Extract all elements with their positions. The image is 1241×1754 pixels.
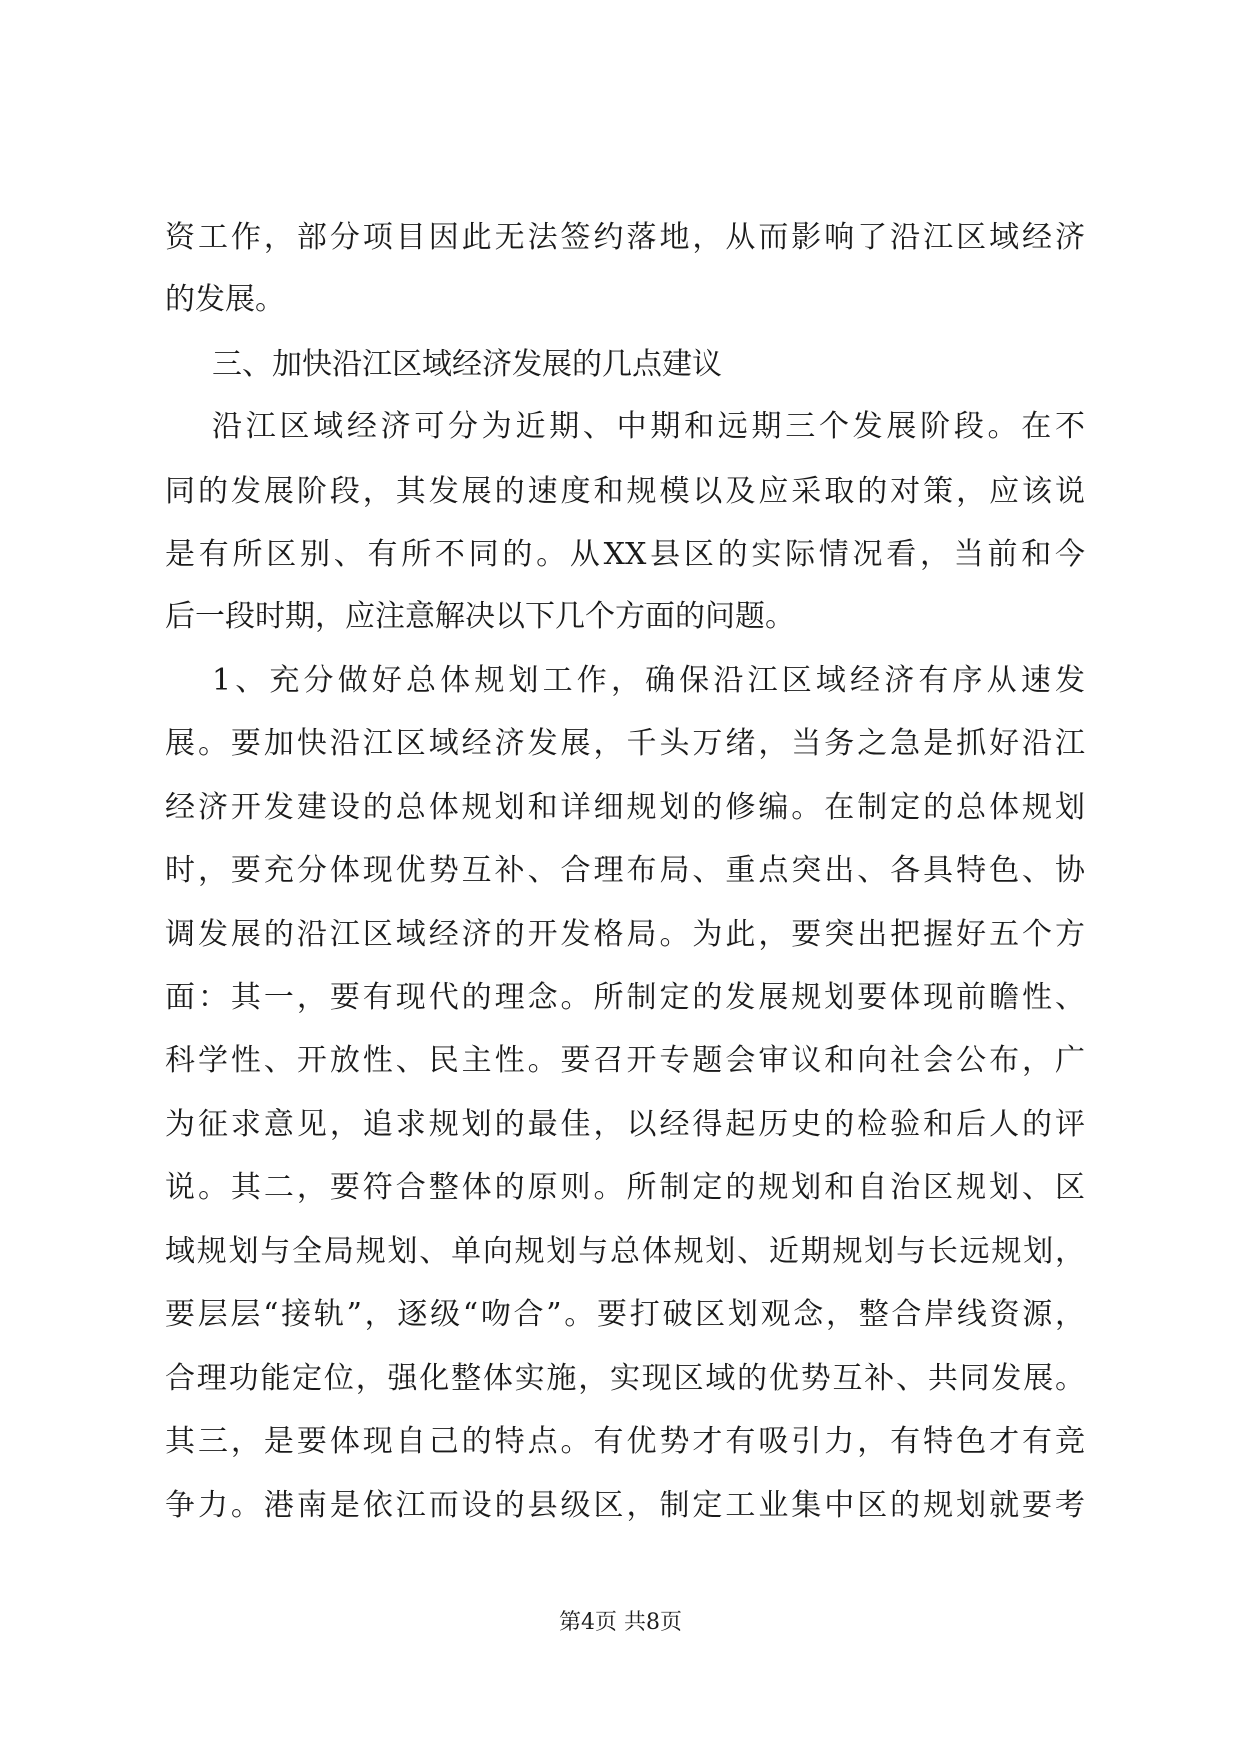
paragraph-2-line-3: 经济开发建设的总体规划和详细规划的修编。在制定的总体规划 bbox=[165, 790, 1085, 825]
paragraph-1-line-1: 沿江区域经济可分为近期、中期和远期三个发展阶段。在不 bbox=[212, 409, 1085, 444]
paragraph-1-line-2: 同的发展阶段，其发展的速度和规模以及应采取的对策，应该说 bbox=[165, 474, 1085, 509]
paragraph-1-line-4: 后一段时期，应注意解决以下几个方面的问题。 bbox=[165, 599, 795, 634]
paragraph-2-line-7: 科学性、开放性、民主性。要召开专题会审议和向社会公布，广 bbox=[165, 1043, 1085, 1078]
paragraph-2-line-6: 面：其一，要有现代的理念。所制定的发展规划要体现前瞻性、 bbox=[165, 980, 1085, 1015]
paragraph-2-line-10: 域规划与全局规划、单向规划与总体规划、近期规划与长远规划， bbox=[165, 1234, 1085, 1269]
paragraph-2-line-1: 1、充分做好总体规划工作，确保沿江区域经济有序从速发 bbox=[212, 663, 1085, 698]
text-line-2: 的发展。 bbox=[165, 282, 285, 317]
text-line-1: 资工作，部分项目因此无法签约落地，从而影响了沿江区域经济 bbox=[165, 220, 1085, 255]
paragraph-2-line-11: 要层层“接轨”，逐级“吻合”。要打破区划观念，整合岸线资源， bbox=[165, 1297, 1085, 1332]
paragraph-2-line-12: 合理功能定位，强化整体实施，实现区域的优势互补、共同发展。 bbox=[165, 1361, 1085, 1396]
paragraph-2-line-9: 说。其二，要符合整体的原则。所制定的规划和自治区规划、区 bbox=[165, 1170, 1085, 1205]
paragraph-2-line-13: 其三，是要体现自己的特点。有优势才有吸引力，有特色才有竞 bbox=[165, 1424, 1085, 1459]
paragraph-2-line-5: 调发展的沿江区域经济的开发格局。为此，要突出把握好五个方 bbox=[165, 917, 1085, 952]
section-heading: 三、加快沿江区域经济发展的几点建议 bbox=[212, 347, 722, 382]
paragraph-2-line-14: 争力。港南是依江而设的县级区，制定工业集中区的规划就要考 bbox=[165, 1488, 1085, 1523]
paragraph-2-line-4: 时，要充分体现优势互补、合理布局、重点突出、各具特色、协 bbox=[165, 853, 1085, 888]
page-footer: 第4页 共8页 bbox=[559, 1610, 682, 1635]
paragraph-1-line-3: 是有所区别、有所不同的。从XX县区的实际情况看，当前和今 bbox=[165, 537, 1085, 572]
paragraph-2-line-2: 展。要加快沿江区域经济发展，千头万绪，当务之急是抓好沿江 bbox=[165, 726, 1085, 761]
paragraph-2-line-8: 为征求意见，追求规划的最佳，以经得起历史的检验和后人的评 bbox=[165, 1107, 1085, 1142]
